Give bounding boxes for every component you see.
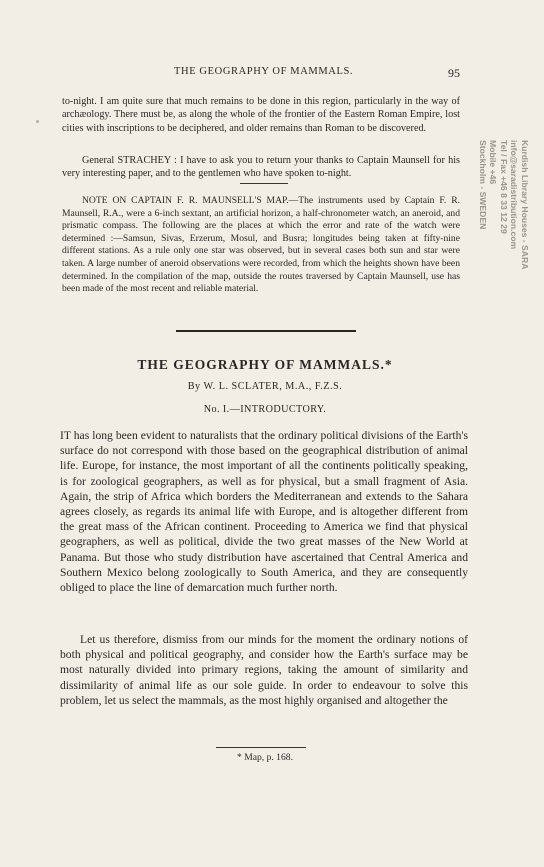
library-stamp	[474, 140, 530, 290]
footnote: * Map, p. 168.	[237, 752, 293, 763]
stamp-line: Stockholm - SWEDEN	[477, 140, 488, 230]
stamp-line: Mobile +46	[488, 140, 499, 185]
section-heading: No. I.—INTRODUCTORY.	[203, 404, 327, 415]
article-paragraph: IT has long been evident to naturalists that the ordinary political divisions of the Earth's surface do not correspond with those based on the geographical distribution of animal life. Europe, for instance, the most important of all the continents politically speaking, is for zoological geographers, as well as for physical, but a small fragment of Asia. Again, the strip of Africa which borders the Mediterranean and extends to the Sahara agrees closely, as regards its animal life with Europe, and is altogether different from the great mass of the African continent. Proceeding to America we find that physical geographers, as well as political, divide the two great masses of the New World at Panama. But those who study distribution have ascertained that Central America and Southern Mexico belong zoologically to South America, and they are consequently obliged to place the line of demarcation much further north.	[60, 429, 468, 595]
footnote-rule	[216, 747, 306, 748]
running-head: THE GEOGRAPHY OF MAMMALS.	[174, 66, 354, 77]
article-divider	[176, 330, 356, 332]
article-paragraph: Let us therefore, dismiss from our minds for the moment the ordinary notions of both physical and political geography, and consider how the Earth's surface may be most naturally divided into primary regions, taking the amount of similarity and dissimilarity of animal life as our sole guide. In order to endeavour to solve this problem, let us select the mammals, as the most highly organised and altogether the	[60, 633, 468, 707]
strachey-remarks: General STRACHEY : I have to ask you to return your thanks to Captain Maunsell for his very interesting paper, and to the gentlemen who have spoken to-night.	[62, 155, 460, 180]
paper-blemish	[36, 120, 39, 123]
section-divider	[240, 183, 288, 184]
previous-article-paragraph: to-night. I am quite sure that much remains to be done in this region, particularly in the way of archæology. There must be, as along the whole of the frontier of the Eastern Roman Empire, lost cities with inscriptions to be deciphered, and older remains than Roman to be discovered.	[62, 96, 460, 134]
stamp-line: Tel / Fax +46 8 33 12 29	[498, 140, 509, 234]
stamp-line: Kurdish Library Houses - SARA	[520, 140, 530, 270]
article-title: THE GEOGRAPHY OF MAMMALS.*	[137, 357, 393, 372]
page-number: 95	[448, 66, 460, 80]
article-byline: By W. L. SCLATER, M.A., F.Z.S.	[187, 381, 343, 392]
map-note: NOTE ON CAPTAIN F. R. MAUNSELL'S MAP.—The instruments used by Captain F. R. Maunsell, R.A., were a 6-inch sextant, an artificial horizon, a half-chronometer watch, an aneroid, and prismatic compass. The following are the places at which the error and rate of the watch were determined :—Samsun, Sivas, Erzerum, Mosul, and Busra; longitudes being taken at fifty-nine different stations. As a rule only one star was observed, but in several cases both sun and star were taken. A large number of aneroid observations were recorded, from which the heights shown have been determined. In the compilation of the map, outside the routes traversed by Captain Maunsell, use has been made of the most recent and reliable material.	[62, 195, 460, 295]
stamp-line: info@saradistribution.com	[509, 140, 520, 250]
